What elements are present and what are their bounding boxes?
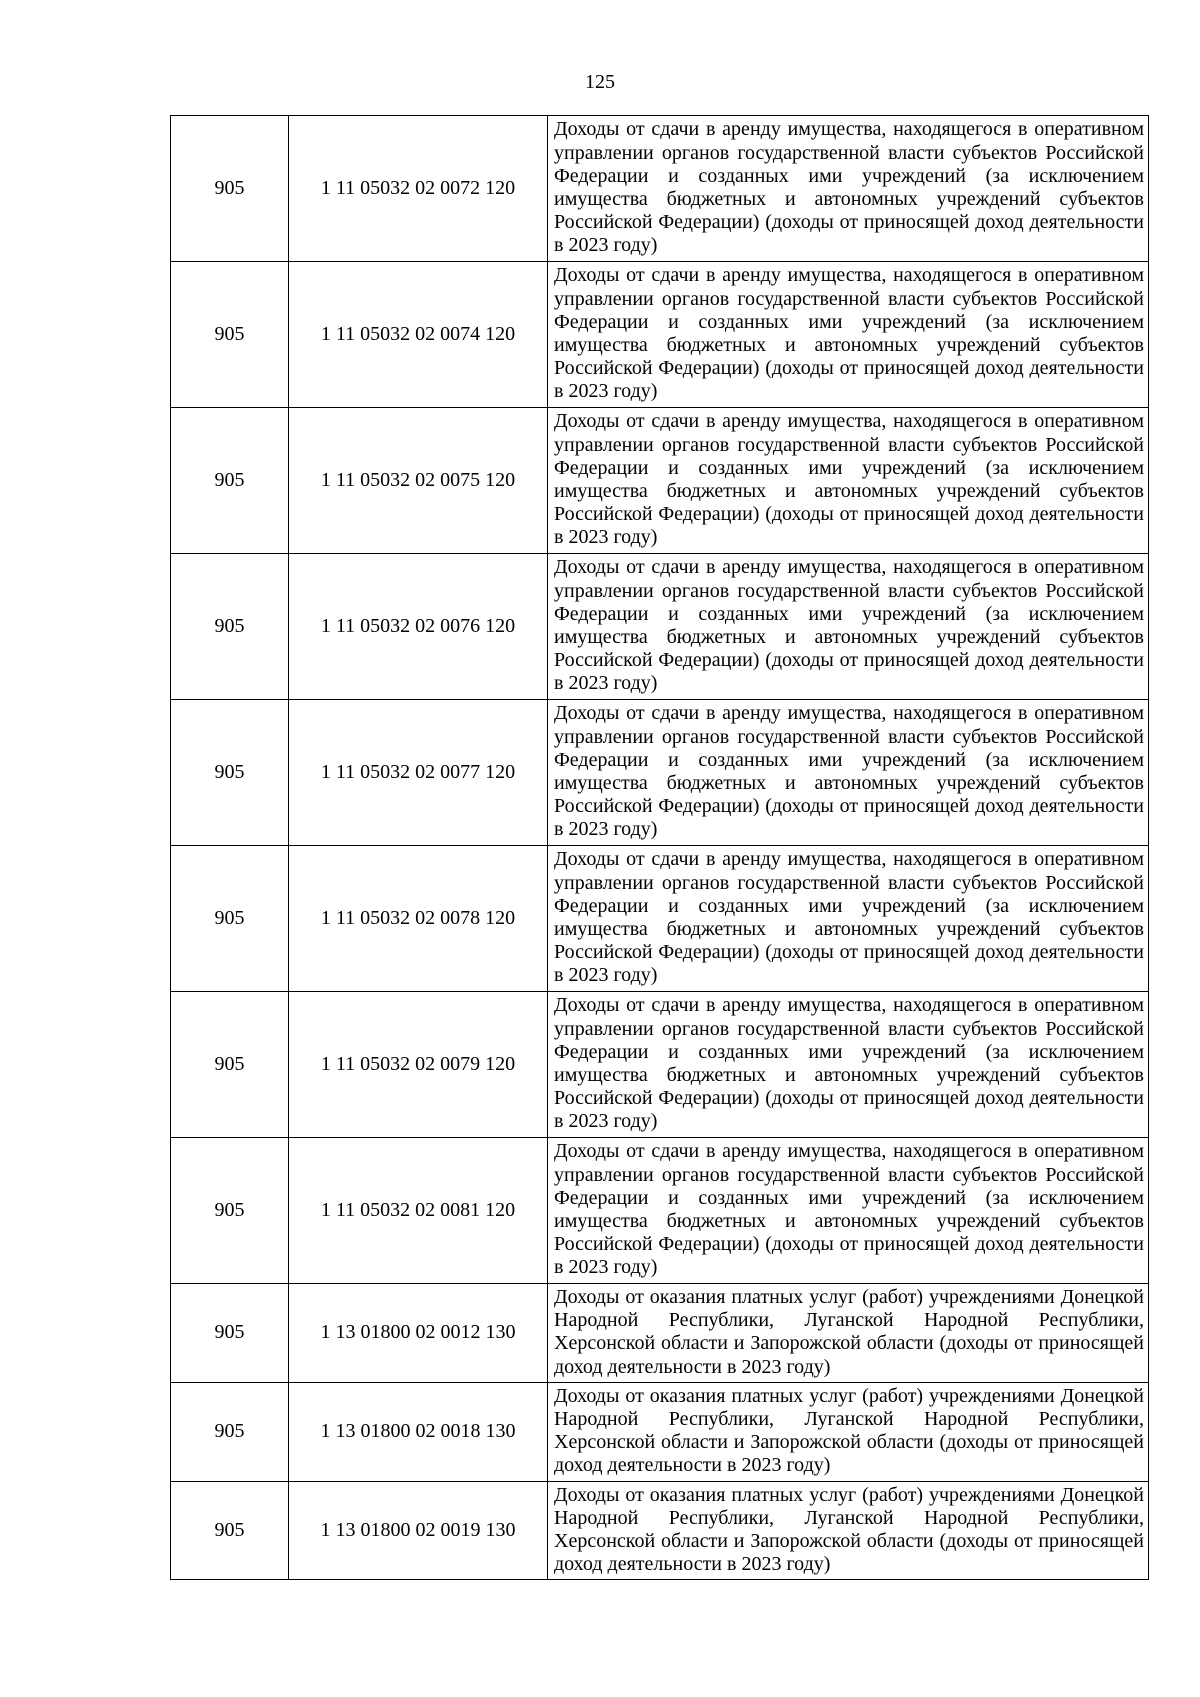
description-text: Доходы от сдачи в аренду имущества, находящегося в оперативном управлении органов государственной власти субъектов Российской Федерации и созданных ими учреждений (за исключением имущества бюджетных и автономных учреждений субъектов Российской Федерации) (доходы от приносящей доход деятельности в 2023 году) bbox=[554, 410, 1144, 549]
description-cell bbox=[548, 554, 1149, 700]
description-text: Доходы от оказания платных услуг (работ) учреждениями Донецкой Народной Республики, Луганской Народной Республики, Херсонской области и Запорожской области (доходы от приносящей доход деятельности в 2023 году) bbox=[554, 1483, 1144, 1576]
admin-code-cell: 905 bbox=[171, 1284, 289, 1383]
description-cell bbox=[548, 846, 1149, 992]
description-cell bbox=[548, 408, 1149, 554]
description-text: Доходы от сдачи в аренду имущества, находящегося в оперативном управлении органов государственной власти субъектов Российской Федерации и созданных ими учреждений (за исключением имущества бюджетных и автономных учреждений субъектов Российской Федерации) (доходы от приносящей доход деятельности в 2023 году) bbox=[554, 118, 1144, 257]
table-row bbox=[171, 700, 1149, 846]
description-cell bbox=[548, 700, 1149, 846]
description-text: Доходы от сдачи в аренду имущества, находящегося в оперативном управлении органов государственной власти субъектов Российской Федерации и созданных ими учреждений (за исключением имущества бюджетных и автономных учреждений субъектов Российской Федерации) (доходы от приносящей доход деятельности в 2023 году) bbox=[554, 848, 1144, 987]
budget-code-cell: 1 11 05032 02 0079 120 bbox=[289, 992, 548, 1138]
budget-code-cell: 1 11 05032 02 0074 120 bbox=[289, 262, 548, 408]
description-text: Доходы от сдачи в аренду имущества, находящегося в оперативном управлении органов государственной власти субъектов Российской Федерации и созданных ими учреждений (за исключением имущества бюджетных и автономных учреждений субъектов Российской Федерации) (доходы от приносящей доход деятельности в 2023 году) bbox=[554, 556, 1144, 695]
table-row bbox=[171, 1284, 1149, 1383]
budget-code-cell: 1 11 05032 02 0077 120 bbox=[289, 700, 548, 846]
admin-code-cell: 905 bbox=[171, 1481, 289, 1580]
budget-code-cell: 1 11 05032 02 0081 120 bbox=[289, 1138, 548, 1284]
description-cell bbox=[548, 1382, 1149, 1481]
table-row bbox=[171, 846, 1149, 992]
budget-code-cell: 1 11 05032 02 0078 120 bbox=[289, 846, 548, 992]
description-text: Доходы от сдачи в аренду имущества, находящегося в оперативном управлении органов государственной власти субъектов Российской Федерации и созданных ими учреждений (за исключением имущества бюджетных и автономных учреждений субъектов Российской Федерации) (доходы от приносящей доход деятельности в 2023 году) bbox=[554, 1140, 1144, 1279]
admin-code-cell: 905 bbox=[171, 116, 289, 262]
admin-code-cell: 905 bbox=[171, 554, 289, 700]
description-text: Доходы от сдачи в аренду имущества, находящегося в оперативном управлении органов государственной власти субъектов Российской Федерации и созданных ими учреждений (за исключением имущества бюджетных и автономных учреждений субъектов Российской Федерации) (доходы от приносящей доход деятельности в 2023 году) bbox=[554, 702, 1144, 841]
table-row bbox=[171, 1382, 1149, 1481]
page-number: 125 bbox=[585, 71, 615, 93]
budget-code-cell: 1 13 01800 02 0018 130 bbox=[289, 1382, 548, 1481]
description-cell bbox=[548, 992, 1149, 1138]
description-cell bbox=[548, 1284, 1149, 1383]
budget-code-cell: 1 11 05032 02 0075 120 bbox=[289, 408, 548, 554]
table-row bbox=[171, 1138, 1149, 1284]
admin-code-cell: 905 bbox=[171, 1382, 289, 1481]
admin-code-cell: 905 bbox=[171, 992, 289, 1138]
description-text: Доходы от оказания платных услуг (работ) учреждениями Донецкой Народной Республики, Луганской Народной Республики, Херсонской области и Запорожской области (доходы от приносящей доход деятельности в 2023 году) bbox=[554, 1286, 1144, 1378]
table-row bbox=[171, 116, 1149, 262]
description-cell bbox=[548, 116, 1149, 262]
table-row bbox=[171, 1481, 1149, 1580]
description-cell bbox=[548, 262, 1149, 408]
admin-code-cell: 905 bbox=[171, 408, 289, 554]
budget-code-cell: 1 11 05032 02 0072 120 bbox=[289, 116, 548, 262]
description-text: Доходы от оказания платных услуг (работ) учреждениями Донецкой Народной Республики, Луганской Народной Республики, Херсонской области и Запорожской области (доходы от приносящей доход деятельности в 2023 году) bbox=[554, 1384, 1144, 1477]
description-cell bbox=[548, 1138, 1149, 1284]
table-row bbox=[171, 262, 1149, 408]
admin-code-cell: 905 bbox=[171, 700, 289, 846]
table-row bbox=[171, 992, 1149, 1138]
table-row bbox=[171, 408, 1149, 554]
budget-code-cell: 1 13 01800 02 0019 130 bbox=[289, 1481, 548, 1580]
description-cell bbox=[548, 1481, 1149, 1580]
description-text: Доходы от сдачи в аренду имущества, находящегося в оперативном управлении органов государственной власти субъектов Российской Федерации и созданных ими учреждений (за исключением имущества бюджетных и автономных учреждений субъектов Российской Федерации) (доходы от приносящей доход деятельности в 2023 году) bbox=[554, 264, 1144, 403]
budget-code-cell: 1 13 01800 02 0012 130 bbox=[289, 1284, 548, 1383]
revenue-codes-table bbox=[170, 115, 1149, 1580]
description-text: Доходы от сдачи в аренду имущества, находящегося в оперативном управлении органов государственной власти субъектов Российской Федерации и созданных ими учреждений (за исключением имущества бюджетных и автономных учреждений субъектов Российской Федерации) (доходы от приносящей доход деятельности в 2023 году) bbox=[554, 994, 1144, 1133]
admin-code-cell: 905 bbox=[171, 262, 289, 408]
budget-code-cell: 1 11 05032 02 0076 120 bbox=[289, 554, 548, 700]
table-row bbox=[171, 554, 1149, 700]
admin-code-cell: 905 bbox=[171, 1138, 289, 1284]
admin-code-cell: 905 bbox=[171, 846, 289, 992]
